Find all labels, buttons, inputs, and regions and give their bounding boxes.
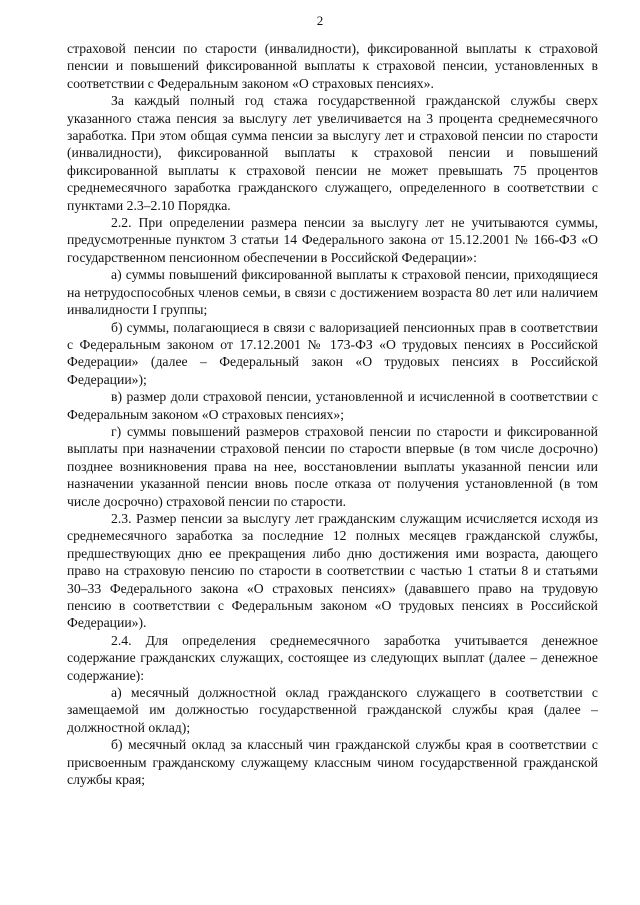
list-item-g: г) суммы повышений размеров страховой пенсии по старости и фиксированной выплаты при назначении страховой пенсии по старости впервые (в том числе досрочно) позднее возникновения права на нее, восстановлении выплаты указанной пенсии или назначении указанной пенсии вновь после отказа от получения установленной (в том числе досрочно) страховой пенсии по старости. — [67, 423, 598, 509]
paragraph-2-3: 2.3. Размер пенсии за выслугу лет гражданским служащим исчисляется исходя из среднемесячного заработка за последние 12 полных месяцев гражданской службы, предшествующих дню ее прекращения либо дню достижения ими возраста, дающего право на страховую пенсию по старости в соответствии с частью 1 статьи 8 и статьями 30–33 Федерального закона «О страховых пенсиях» (дававшего право на трудовую пенсию в соответствии с Федеральным законом «О трудовых пенсиях в Российской Федерации»). — [67, 510, 598, 631]
paragraph-2-4: 2.4. Для определения среднемесячного заработка учитывается денежное содержание гражданских служащих, состоящее из следующих выплат (далее – денежное содержание): — [67, 632, 598, 683]
paragraph-2-2: 2.2. При определении размера пенсии за выслугу лет не учитываются суммы, предусмотренные пунктом 3 статьи 14 Федерального закона от 15.12.2001 № 166-ФЗ «О государственном пенсионном обеспечении в Российской Федерации»: — [67, 215, 598, 265]
list-item-a: а) суммы повышений фиксированной выплаты к страховой пенсии, приходящиеся на нетрудоспособных членов семьи, в связи с достижением возраста 80 лет или наличием инвалидности I группы; — [67, 267, 598, 318]
list-item-b: б) суммы, полагающиеся в связи с валоризацией пенсионных прав в соответствии с Федеральным законом от 17.12.2001 № 173-ФЗ «О трудовых пенсиях в Российской Федерации» (далее – Федеральный закон «О трудовых пенсиях в Российской Федерации»); — [67, 319, 598, 387]
paragraph-seniority-increase: За каждый полный год стажа государственной гражданской службы сверх указанного стажа пенсия за выслугу лет увеличивается на 3 процента среднемесячного заработка. При этом общая сумма пенсии за выслугу лет и страховой пенсии по старости (инвалидности), фиксированной выплаты к страховой пенсии и повышений фиксированной выплаты к страховой пенсии не может превышать 75 процентов среднемесячного заработка гражданского служащего, определенного в соответствии с пунктами 2.3–2.10 Порядка. — [67, 93, 598, 213]
paragraph-continuation: страховой пенсии по старости (инвалидности), фиксированной выплаты к страховой пенсии и повышений фиксированной выплаты к страховой пенсии, установленных в соответствии с Федеральным законом «О страховых пенсиях». — [67, 41, 598, 91]
document-body — [67, 40, 598, 788]
list-item-salary-a: а) месячный должностной оклад гражданского служащего в соответствии с замещаемой им должностью государственной гражданской службы края (далее – должностной оклад); — [67, 685, 598, 735]
list-item-salary-b: б) месячный оклад за классный чин гражданской службы края в соответствии с присвоенным гражданскому служащему классным чином государственной гражданской службы края; — [67, 737, 598, 788]
page-number: 2 — [316, 13, 324, 28]
list-item-v: в) размер доли страховой пенсии, установленной и исчисленной в соответствии с Федеральным законом «О страховых пенсиях»; — [67, 389, 598, 422]
